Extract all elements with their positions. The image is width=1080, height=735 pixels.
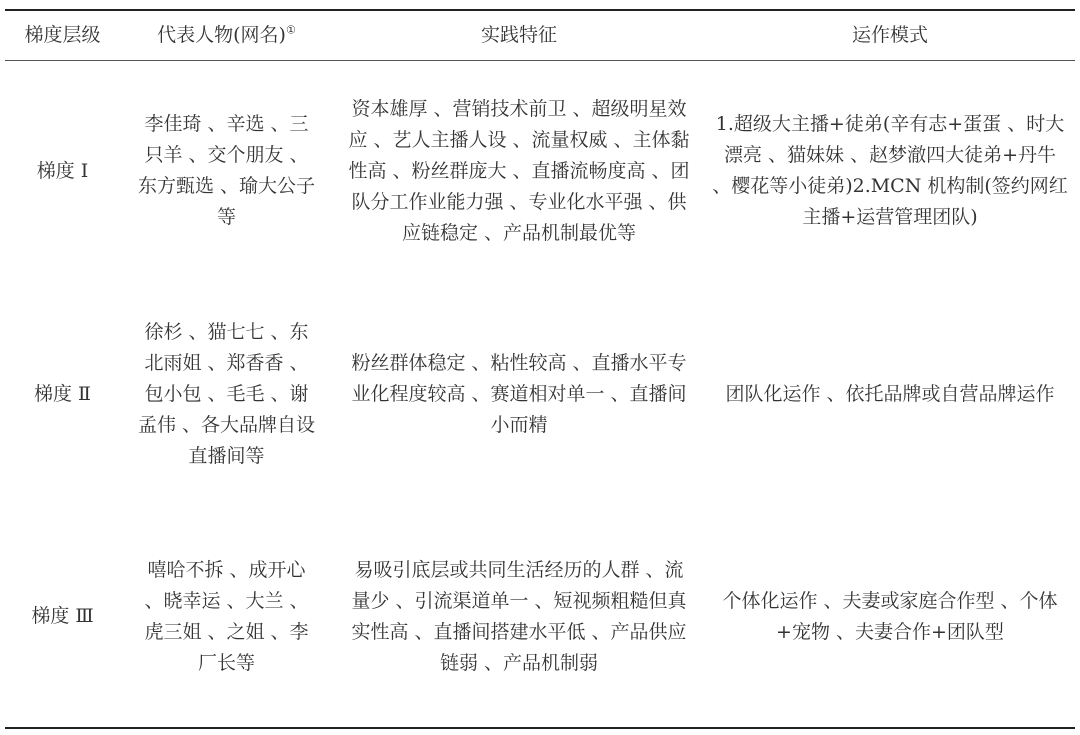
cell-level: 梯度 Ⅲ	[31, 605, 94, 627]
table-row	[5, 282, 1075, 507]
cell-level: 梯度 Ⅱ	[34, 383, 91, 405]
cell-features	[333, 507, 705, 726]
cell-representative	[120, 507, 333, 726]
cell-features	[333, 60, 705, 282]
table-bottom-rule	[5, 727, 1075, 729]
header-level: 梯度层级	[24, 24, 101, 46]
cell-level: 梯度 I	[36, 159, 89, 182]
cell-features-text: 易吸引底层或共同生活经历的人群 、流量少 、引流渠道单一 、短视频粗糙但真实性高 、直播间搭建水平低 、产品供应链弱 、产品机制弱	[351, 558, 687, 674]
cell-representative	[120, 60, 333, 282]
footnote-marker: ①	[285, 23, 296, 37]
header-mode: 运作模式	[851, 24, 928, 46]
header-features: 实践特征	[480, 24, 557, 46]
cell-mode-text: 1.超级大主播+徒弟(辛有志+蛋蛋 、时大漂亮 、猫妹妹 、赵梦澈四大徒弟+丹牛 、樱花等小徒弟)2.MCN 机构制(签约网红主播+运营管理团队)	[712, 113, 1068, 228]
cell-features-text: 粉丝群体稳定 、粘性较高 、直播水平专业化程度较高 、赛道相对单一 、直播间小而精	[351, 352, 687, 436]
livestream-tier-table	[5, 11, 1075, 726]
table-row	[5, 507, 1075, 726]
cell-mode	[705, 507, 1075, 726]
table-header-row	[5, 11, 1075, 60]
cell-representative-text: 徐杉 、猫七七 、东北雨姐 、郑香香 、包小包 、毛毛 、谢孟伟 、各大品牌自设直播间等	[137, 321, 316, 467]
cell-mode-text: 团队化运作 、依托品牌或自营品牌运作	[725, 383, 1055, 405]
table-row	[5, 60, 1075, 282]
cell-features-text: 资本雄厚 、营销技术前卫 、超级明星效应 、艺人主播人设 、流量权威 、主体黏性高 、粉丝群庞大 、直播流畅度高 、团队分工作业能力强 、专业化水平强 、供应链稳定 、产品机制最优等	[348, 97, 690, 244]
cell-representative-text: 李佳琦 、辛选 、三只羊 、交个朋友 、东方甄选 、瑜大公子等	[137, 113, 316, 228]
cell-mode	[705, 60, 1075, 282]
cell-representative-text: 嘻哈不拆 、成开心 、晓幸运 、大兰 、虎三姐 、之姐 、李厂长等	[144, 558, 309, 674]
cell-representative	[120, 282, 333, 507]
header-representative	[120, 11, 333, 60]
header-representative-label: 代表人物(网名)	[157, 24, 286, 46]
cell-mode	[705, 282, 1075, 507]
cell-features	[333, 282, 705, 507]
cell-mode-text: 个体化运作 、夫妻或家庭合作型 、个体+宠物 、夫妻合作+团队型	[722, 589, 1058, 643]
